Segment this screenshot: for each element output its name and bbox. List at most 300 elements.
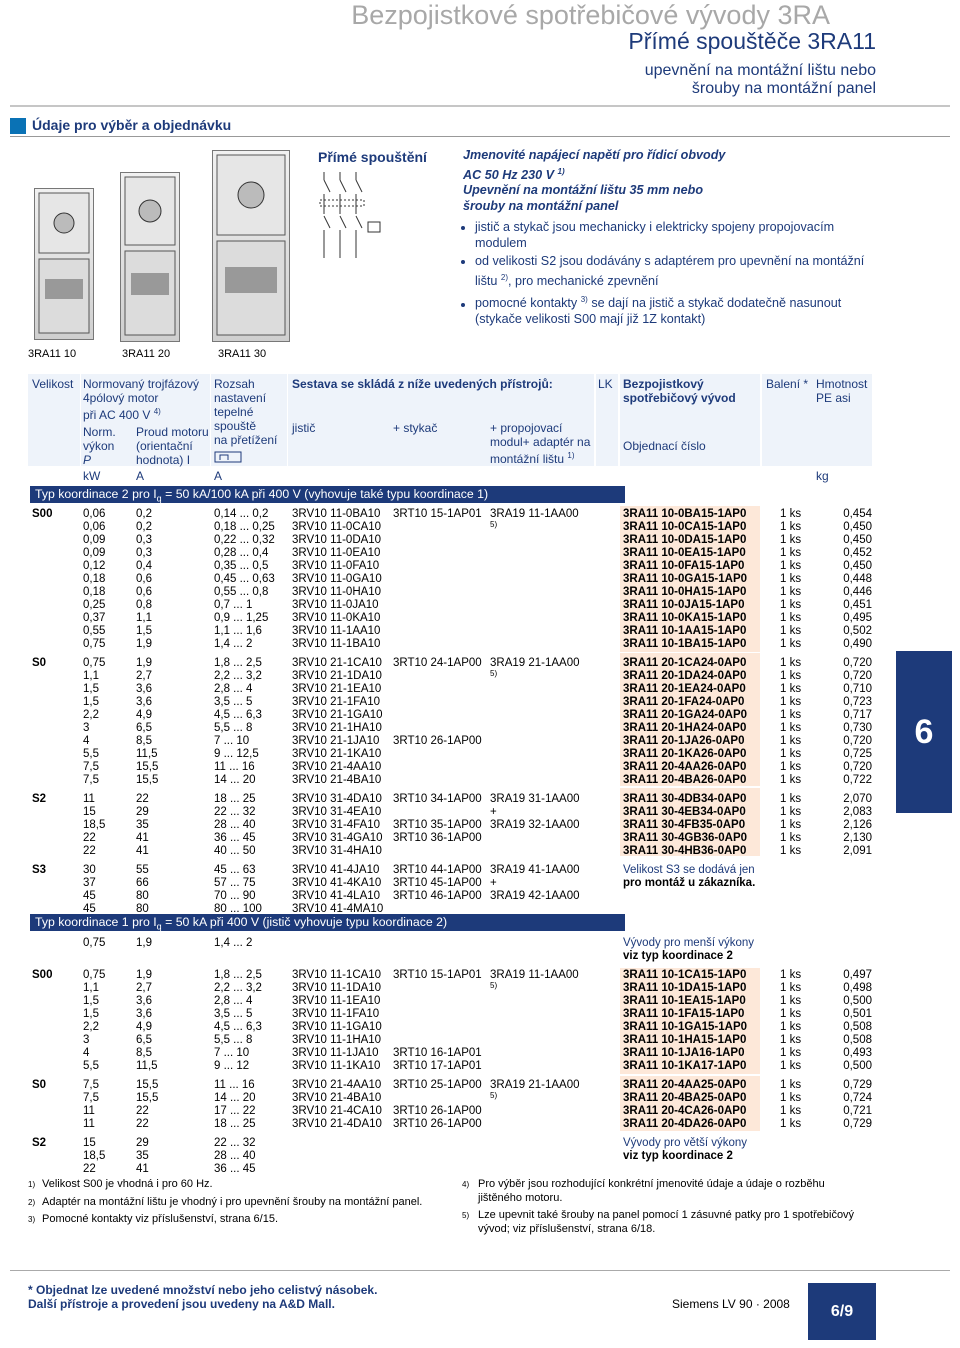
cell-order-number: 3RA11 10-0HA15-1AP0 <box>623 586 747 598</box>
cell-order-number: 3RA11 10-1AA15-1AP0 <box>623 625 747 637</box>
col-motor-line3 <box>83 405 161 422</box>
cell-range: 80 ... 100 <box>214 903 262 915</box>
feature-item <box>475 254 883 289</box>
footnote-number: 3) <box>28 1215 36 1224</box>
chapter-tab[interactable]: 6 <box>896 651 952 813</box>
cell-current: 1,5 <box>136 625 152 637</box>
footnotes-right <box>462 1178 862 1236</box>
cell-weight: 2,083 <box>843 806 872 818</box>
cell-order-number: 3RA11 30-4EB34-0AP0 <box>623 806 746 818</box>
cell-weight: 2,126 <box>843 819 872 831</box>
cell-range: 1,1 ... 1,6 <box>214 625 262 637</box>
cell-weight: 0,725 <box>843 748 872 760</box>
footer-divider <box>10 1270 950 1271</box>
cell-pack: 1 ks <box>780 748 802 760</box>
cell-breaker: 3RV10 11-1BA10 <box>292 638 381 650</box>
page-title: Přímé spouštěče 3RA11 <box>628 28 876 54</box>
device-illustration <box>121 173 179 341</box>
cell-breaker: 3RV10 11-0JA10 <box>292 599 379 611</box>
cell-weight: 0,508 <box>843 1034 872 1046</box>
cell-order-number: 3RA11 20-1HA24-0AP0 <box>623 722 747 734</box>
cell-pack: 1 ks <box>780 774 802 786</box>
cell-order-number: 3RA11 10-1HA15-1AP0 <box>623 1034 747 1046</box>
cell-order-number: 3RA11 20-1JA26-0AP0 <box>623 735 745 747</box>
cell-current: 2,7 <box>136 982 152 994</box>
col-prop-text: montážní lištu <box>490 452 565 466</box>
photo-label-1: 3RA11 10 <box>28 348 77 360</box>
cell-power: 22 <box>83 832 96 844</box>
cell-current: 66 <box>136 877 149 889</box>
cell-current: 1,9 <box>136 969 152 981</box>
cell-order-number: 3RA11 10-0DA15-1AP0 <box>623 534 747 546</box>
feature-list <box>463 220 883 327</box>
footnote-text: Velikost S00 je vhodná i pro 60 Hz. <box>42 1178 213 1190</box>
cell-current: 35 <box>136 1150 149 1162</box>
cell-current: 3,6 <box>136 1008 152 1020</box>
cell-range: 17 ... 22 <box>214 1105 256 1117</box>
cell-order-number: 3RA11 30-4DB34-0AP0 <box>623 793 747 805</box>
cell-contactor: 3RT10 26-1AP00 <box>393 1105 482 1117</box>
cell-current: 15,5 <box>136 761 159 773</box>
cell-current: 11,5 <box>136 748 158 760</box>
table-row <box>0 638 960 651</box>
table-row <box>0 806 960 819</box>
table-row <box>0 534 960 547</box>
cell-range: 0,45 ... 0,63 <box>214 573 275 585</box>
col-bez-line2: spotřebičový vývod <box>623 391 736 405</box>
cell-pack: 1 ks <box>780 832 802 844</box>
cell-range: 0,14 ... 0,2 <box>214 508 269 520</box>
device-illustration <box>35 189 93 339</box>
cell-link-module: 3RA19 11-1AA00 <box>490 508 579 520</box>
cell-current: 3,6 <box>136 995 152 1007</box>
table-row <box>0 1008 960 1021</box>
cell-current: 41 <box>136 832 149 844</box>
cell-power: 11 <box>83 1105 95 1117</box>
cell-power: 0,18 <box>83 586 106 598</box>
cell-current: 8,5 <box>136 1047 152 1059</box>
col-norm-line3: P <box>83 453 92 467</box>
feature-item: • jistič a stykač jsou mechanicky i elektricky spojeny propojovacím modulem <box>475 220 883 251</box>
cell-current: 80 <box>136 903 149 915</box>
cell-weight: 0,450 <box>843 534 872 546</box>
table-row <box>0 586 960 599</box>
cell-order-number: 3RA11 20-4DA26-0AP0 <box>623 1118 747 1130</box>
cell-size: S0 <box>32 1079 47 1091</box>
cell-power: 1,1 <box>83 670 99 682</box>
footnote-ref: 2) <box>500 272 509 282</box>
cell-order-number: 3RA11 30-4GB36-0AP0 <box>623 832 748 844</box>
footnote-ref: 3) <box>580 295 588 305</box>
intro-footnote-ref: 1) <box>557 166 565 176</box>
page-subtitle <box>645 62 876 98</box>
cell-pack: 1 ks <box>780 560 802 572</box>
cell-range: 70 ... 90 <box>214 890 256 902</box>
cell-contactor: 3RT10 25-1AP00 <box>393 1079 482 1091</box>
table-row <box>0 735 960 748</box>
table-row <box>0 722 960 735</box>
cell-pack: 1 ks <box>780 982 802 994</box>
cell-range: 0,35 ... 0,5 <box>214 560 269 572</box>
cell-breaker: 3RV10 21-4BA10 <box>292 1092 382 1104</box>
table-row <box>0 969 960 982</box>
cell-breaker: 3RV10 11-0DA10 <box>292 534 382 546</box>
cell-link-module: + <box>490 877 497 889</box>
unit-kw: kW <box>83 469 101 483</box>
footnotes-left <box>28 1178 438 1227</box>
cell-weight: 0,501 <box>843 1008 872 1020</box>
cell-pack: 1 ks <box>780 1105 802 1117</box>
table-row <box>0 1137 960 1150</box>
cell-pack: 1 ks <box>780 722 802 734</box>
cell-breaker: 3RV10 11-0EA10 <box>292 547 381 559</box>
col-obj: Objednací číslo <box>623 439 706 453</box>
table-row <box>0 696 960 709</box>
cell-contactor: 3RT10 16-1AP01 <box>393 1047 482 1059</box>
cell-weight: 2,130 <box>843 832 872 844</box>
cell-current: 41 <box>136 845 149 857</box>
cell-link-module: 5) <box>490 520 498 529</box>
cell-range: 22 ... 32 <box>214 1137 256 1149</box>
cell-weight: 0,495 <box>843 612 872 624</box>
cell-current: 8,5 <box>136 735 152 747</box>
cell-order-number: Vývody pro menší výkony <box>623 937 755 949</box>
cell-current: 4,9 <box>136 1021 152 1033</box>
section-marker <box>10 118 26 134</box>
cell-order-number: 3RA11 10-1GA15-1AP0 <box>623 1021 748 1033</box>
cell-current: 6,5 <box>136 1034 152 1046</box>
cell-current: 29 <box>136 1137 149 1149</box>
cell-power: 4 <box>83 735 90 747</box>
device-illustration <box>213 151 289 341</box>
table-row <box>0 625 960 638</box>
feature-text: pomocné kontakty <box>475 296 578 311</box>
cell-weight: 0,722 <box>843 774 872 786</box>
cell-contactor: 3RT10 15-1AP01 <box>393 508 482 520</box>
cell-link-module: + <box>490 806 497 818</box>
footnote-number: 4) <box>462 1180 470 1189</box>
col-hmotnost-line1: Hmotnost <box>816 377 868 391</box>
cell-range: 9 ... 12 <box>214 1060 250 1072</box>
cell-breaker: 3RV10 21-4BA10 <box>292 774 382 786</box>
footer-note-quantity: * Objednat lze uvedené množství nebo jeho celistvý násobek. <box>28 1283 378 1297</box>
cell-current: 1,9 <box>136 937 152 949</box>
feature-item <box>475 292 883 327</box>
table-row <box>0 982 960 995</box>
cell-breaker: 3RV10 21-1EA10 <box>292 683 382 695</box>
cell-pack: 1 ks <box>780 1060 802 1072</box>
cell-pack: 1 ks <box>780 696 802 708</box>
cell-breaker: 3RV10 11-1KA10 <box>292 1060 381 1072</box>
cell-pack: 1 ks <box>780 1021 802 1033</box>
cell-range: 18 ... 25 <box>214 1118 256 1130</box>
cell-pack: 1 ks <box>780 761 802 773</box>
col-proud-line2: (orientační <box>136 439 193 453</box>
cell-range: 7 ... 10 <box>214 1047 250 1059</box>
col-lk: LK <box>598 377 613 391</box>
cell-pack: 1 ks <box>780 638 802 650</box>
cell-range: 2,2 ... 3,2 <box>214 670 262 682</box>
cell-pack: 1 ks <box>780 1047 802 1059</box>
cell-power: 7,5 <box>83 1092 99 1104</box>
cell-pack: 1 ks <box>780 819 802 831</box>
cell-range: 0,7 ... 1 <box>214 599 253 611</box>
table-row <box>0 1060 960 1073</box>
cell-order-number: 3RA11 10-0EA15-1AP0 <box>623 547 746 559</box>
cell-current: 29 <box>136 806 149 818</box>
cell-contactor: 3RT10 35-1AP00 <box>393 819 482 831</box>
catalog-reference: Siemens LV 90 · 2008 <box>672 1297 790 1311</box>
table-row <box>0 1150 960 1163</box>
cell-breaker: 3RV10 11-1GA10 <box>292 1021 382 1033</box>
cell-link-module: 3RA19 11-1AA00 <box>490 969 579 981</box>
cell-pack: 1 ks <box>780 1118 802 1130</box>
cell-breaker: 3RV10 11-1DA10 <box>292 982 382 994</box>
cell-weight: 0,723 <box>843 696 872 708</box>
cell-range: 28 ... 40 <box>214 1150 256 1162</box>
cell-pack: 1 ks <box>780 612 802 624</box>
cell-breaker: 3RV10 31-4GA10 <box>292 832 383 844</box>
cell-weight: 0,452 <box>843 547 872 559</box>
cell-order-number: 3RA11 10-0CA15-1AP0 <box>623 521 747 533</box>
cell-breaker: 3RV10 21-1HA10 <box>292 722 382 734</box>
cell-current: 0,2 <box>136 508 152 520</box>
cell-power: 2,2 <box>83 709 99 721</box>
cell-power: 1,5 <box>83 1008 99 1020</box>
coordination-type-1-bar <box>30 914 625 931</box>
cell-weight: 0,497 <box>843 969 872 981</box>
cell-breaker: 3RV10 11-0FA10 <box>292 560 380 572</box>
page-subtitle-line1: upevnění na montážní lištu nebo <box>644 62 876 79</box>
cell-range: 1,8 ... 2,5 <box>214 657 262 669</box>
cell-current: 11,5 <box>136 1060 158 1072</box>
cell-power: 0,09 <box>83 547 106 559</box>
cell-breaker: 3RV10 21-1FA10 <box>292 696 381 708</box>
cell-range: 45 ... 63 <box>214 864 256 876</box>
table-row <box>0 845 960 858</box>
cell-range: 11 ... 16 <box>214 1079 255 1091</box>
cell-weight: 0,446 <box>843 586 872 598</box>
cell-power: 0,06 <box>83 508 106 520</box>
col-sestava: Sestava se skládá z níže uvedených přístrojů: <box>292 377 553 391</box>
cell-power: 30 <box>83 864 96 876</box>
table-row <box>0 612 960 625</box>
cell-power: 11 <box>83 1118 95 1130</box>
cell-current: 4,9 <box>136 709 152 721</box>
table-row <box>0 903 960 916</box>
col-prop-line1: + propojovací <box>490 421 563 435</box>
cell-range: 36 ... 45 <box>214 832 256 844</box>
col-motor-line1: Normovaný trojfázový <box>83 377 200 391</box>
page-subtitle-line2: šrouby na montážní panel <box>691 80 876 97</box>
cell-link-module: 3RA19 21-1AA00 <box>490 1079 580 1091</box>
cell-pack: 1 ks <box>780 599 802 611</box>
cell-current: 22 <box>136 793 149 805</box>
footnote-text: Pro výběr jsou rozhodující konkrétní jmenovité údaje a údaje o rozběhu jištěného motoru. <box>478 1178 825 1204</box>
cell-power: 1,5 <box>83 696 99 708</box>
cell-range: 1,4 ... 2 <box>214 937 253 949</box>
coord-text: = 50 kA/100 kA při 400 V (vyhovuje také typu koordinace 1) <box>161 487 489 501</box>
cell-order-number: viz typ koordinace 2 <box>623 950 733 962</box>
photo-label-2: 3RA11 20 <box>122 348 171 360</box>
cell-breaker: 3RV10 31-4FA10 <box>292 819 381 831</box>
cell-order-number: 3RA11 10-0GA15-1AP0 <box>623 573 748 585</box>
cell-contactor: 3RT10 45-1AP00 <box>393 877 482 889</box>
table-row <box>0 950 960 963</box>
col-prop-line3 <box>490 449 575 466</box>
cell-breaker: 3RV10 31-4EA10 <box>292 806 382 818</box>
footnote-text: Pomocné kontakty viz příslušenství, strana 6/15. <box>42 1213 279 1225</box>
cell-pack: 1 ks <box>780 709 802 721</box>
cell-breaker: 3RV10 11-0GA10 <box>292 573 382 585</box>
cell-range: 4,5 ... 6,3 <box>214 709 262 721</box>
cell-contactor: 3RT10 46-1AP00 <box>393 890 482 902</box>
cell-order-number: 3RA11 20-1FA24-0AP0 <box>623 696 745 708</box>
col-stykac: + stykač <box>393 421 438 435</box>
cell-power: 3 <box>83 722 90 734</box>
product-photo-3ra1130 <box>212 150 290 342</box>
cell-breaker: 3RV10 21-1KA10 <box>292 748 382 760</box>
cell-order-number: 3RA11 10-0JA15-1AP0 <box>623 599 745 611</box>
col-norm-line1: Norm. <box>83 425 116 439</box>
footnote-text: Lze upevnit také šrouby na panel pomocí 1 zásuvné patky pro 1 spotřebičový vývod; viz příslušenství, strana 6/18. <box>478 1209 855 1235</box>
cell-order-number: Velikost S3 se dodává jen <box>623 864 755 876</box>
col-proud-line1: Proud motoru <box>136 425 209 439</box>
coord-sub: q <box>156 493 162 504</box>
col-prop-line2: modul+ adaptér na <box>490 435 591 449</box>
intro-line2 <box>463 164 883 184</box>
table-row <box>0 761 960 774</box>
cell-range: 36 ... 45 <box>214 1163 256 1175</box>
cell-breaker: 3RV10 11-1FA10 <box>292 1008 380 1020</box>
cell-order-number: 3RA11 20-1DA24-0AP0 <box>623 670 747 682</box>
cell-power: 1,1 <box>83 982 99 994</box>
cell-pack: 1 ks <box>780 1034 802 1046</box>
coord-text: Typ koordinace 1 pro I <box>35 915 157 929</box>
cell-current: 0,4 <box>136 560 152 572</box>
footnote-number: 5) <box>462 1211 470 1220</box>
cell-pack: 1 ks <box>780 845 802 857</box>
table-row <box>0 1079 960 1092</box>
cell-size: S00 <box>32 969 53 981</box>
col-proud-line3: hodnota) I <box>136 453 191 467</box>
cell-breaker: 3RV10 41-4LA10 <box>292 890 381 902</box>
cell-range: 5,5 ... 8 <box>214 1034 253 1046</box>
cell-order-number: 3RA11 10-1DA15-1AP0 <box>623 982 747 994</box>
cell-breaker: 3RV10 11-0HA10 <box>292 586 382 598</box>
cell-pack: 1 ks <box>780 670 802 682</box>
table-row <box>0 547 960 560</box>
col-motor-text: při AC 400 V <box>83 408 151 422</box>
cell-power: 15 <box>83 1137 96 1149</box>
cell-current: 0,2 <box>136 521 152 533</box>
header-divider <box>10 105 950 107</box>
table-row <box>0 832 960 845</box>
col-jistic: jistič <box>292 421 316 435</box>
table-row <box>0 521 960 534</box>
cell-link-module: 5) <box>490 1091 498 1100</box>
cell-pack: 1 ks <box>780 995 802 1007</box>
cell-power: 45 <box>83 903 96 915</box>
cell-current: 41 <box>136 1163 149 1175</box>
cell-order-number: 3RA11 20-4AA25-0AP0 <box>623 1079 747 1091</box>
cell-order-number: 3RA11 10-1JA16-1AP0 <box>623 1047 745 1059</box>
cell-pack: 1 ks <box>780 735 802 747</box>
table-row <box>0 573 960 586</box>
product-photo-3ra1110 <box>34 188 94 340</box>
cell-contactor: 3RT10 36-1AP00 <box>393 832 482 844</box>
col-rozsah-line5: na přetížení <box>214 433 278 447</box>
table-row <box>0 774 960 787</box>
cell-weight: 0,502 <box>843 625 872 637</box>
cell-power: 11 <box>83 793 95 805</box>
cell-contactor: 3RT10 15-1AP01 <box>393 969 482 981</box>
cell-weight: 0,710 <box>843 683 872 695</box>
cell-breaker: 3RV10 21-1JA10 <box>292 735 380 747</box>
cell-power: 18,5 <box>83 1150 106 1162</box>
cell-range: 28 ... 40 <box>214 819 256 831</box>
footnote-number: 1) <box>28 1180 36 1189</box>
cell-link-module: 3RA19 32-1AA00 <box>490 819 580 831</box>
cell-order-number: 3RA11 20-4BA26-0AP0 <box>623 774 747 786</box>
cell-range: 57 ... 75 <box>214 877 256 889</box>
table-row <box>0 683 960 696</box>
cell-weight: 0,448 <box>843 573 872 585</box>
table-row <box>0 877 960 890</box>
table-row <box>0 508 960 521</box>
cell-breaker: 3RV10 11-1AA10 <box>292 625 381 637</box>
cell-breaker: 3RV10 21-4AA10 <box>292 761 382 773</box>
cell-power: 45 <box>83 890 96 902</box>
cell-power: 3 <box>83 1034 90 1046</box>
cell-current: 15,5 <box>136 1092 159 1104</box>
cell-pack: 1 ks <box>780 534 802 546</box>
table-header <box>0 374 960 484</box>
cell-power: 5,5 <box>83 1060 99 1072</box>
cell-current: 3,6 <box>136 696 152 708</box>
cell-power: 7,5 <box>83 1079 99 1091</box>
table-row <box>0 1047 960 1060</box>
coord-text: Typ koordinace 2 pro I <box>35 487 157 501</box>
footnote <box>28 1178 438 1192</box>
table-row <box>0 1105 960 1118</box>
cell-breaker: 3RV10 21-4AA10 <box>292 1079 382 1091</box>
table-row <box>0 864 960 877</box>
cell-current: 6,5 <box>136 722 152 734</box>
cell-breaker: 3RV10 21-1DA10 <box>292 670 382 682</box>
cell-breaker: 3RV10 41-4KA10 <box>292 877 382 889</box>
cell-power: 0,37 <box>83 612 106 624</box>
circuit-diagram-icon <box>318 170 388 262</box>
cell-weight: 0,720 <box>843 761 872 773</box>
cell-range: 0,55 ... 0,8 <box>214 586 269 598</box>
footer-notes <box>28 1283 377 1311</box>
feature-text: od velikosti S2 jsou dodávány s adaptérem pro upevnění na montážní lištu <box>475 254 865 288</box>
cell-contactor: 3RT10 44-1AP00 <box>393 864 482 876</box>
table-row <box>0 670 960 683</box>
table-row <box>0 937 960 950</box>
cell-breaker: 3RV10 31-4DA10 <box>292 793 382 805</box>
cell-current: 15,5 <box>136 1079 159 1091</box>
cell-power: 0,09 <box>83 534 106 546</box>
cell-pack: 1 ks <box>780 657 802 669</box>
cell-size: S2 <box>32 1137 47 1149</box>
cell-pack: 1 ks <box>780 1008 802 1020</box>
footnote-ref: 4) <box>153 407 161 416</box>
footnote <box>462 1209 862 1236</box>
cell-weight: 0,720 <box>843 657 872 669</box>
cell-range: 14 ... 20 <box>214 1092 256 1104</box>
